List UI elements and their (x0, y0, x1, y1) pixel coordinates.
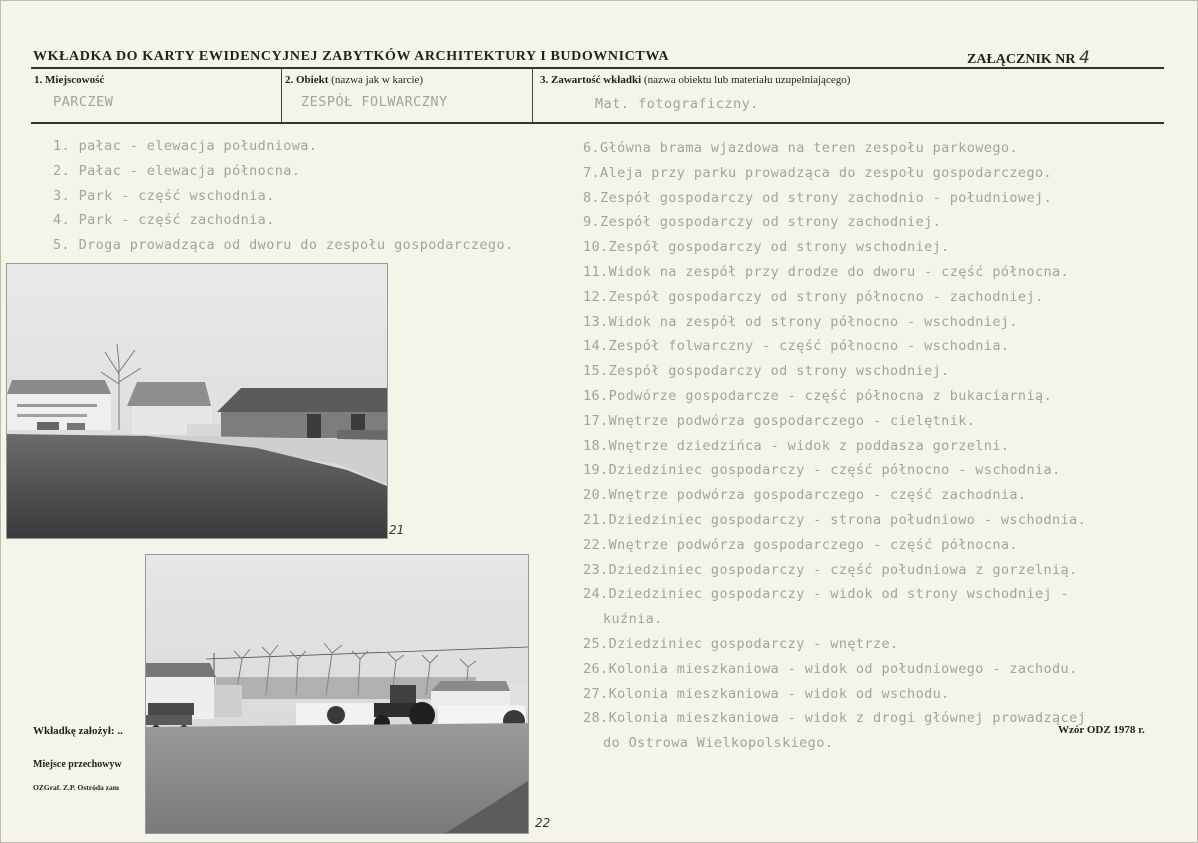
template-version: Wzór ODZ 1978 r. (1058, 724, 1145, 736)
header-rule-top (31, 67, 1164, 69)
list-item: 17.Wnętrze podwórza gospodarczego - cielętnik. (583, 412, 976, 429)
list-item: 22.Wnętrze podwórza gospodarczego - część północna. (583, 536, 1018, 553)
photo-22-image (146, 555, 528, 833)
card-title: WKŁADKA DO KARTY EWIDENCYJNEJ ZABYTKÓW ARCHITEKTURY I BUDOWNICTWA (33, 49, 670, 64)
list-item: 23.Dziedziniec gospodarczy - część południowa z gorzelnią. (583, 561, 1078, 578)
location-value: PARCZEW (53, 94, 114, 110)
list-item: 26.Kolonia mieszkaniowa - widok od południowego - zachodu. (583, 660, 1078, 677)
list-item: 7.Aleja przy parku prowadząca do zespołu gospodarczego. (583, 164, 1053, 181)
list-item: 16.Podwórze gospodarcze - część północna z bukaciarnią. (583, 387, 1053, 404)
list-item: 8.Zespół gospodarczy od strony zachodnio - południowej. (583, 189, 1053, 206)
header-rule-bottom (31, 122, 1164, 124)
photo-21-image (7, 264, 387, 538)
list-item: kuźnia. (603, 611, 663, 628)
field-divider-1 (281, 68, 282, 122)
photo-list-right (583, 136, 1086, 756)
attachment-label (967, 48, 1090, 68)
list-item: 5. Droga prowadząca od dworu do zespołu gospodarczego. (53, 237, 514, 254)
photo-farmyard-tractor (145, 554, 529, 834)
list-item: 3. Park - część wschodnia. (53, 187, 275, 204)
list-item: do Ostrowa Wielkopolskiego. (603, 735, 834, 752)
list-item: 9.Zespół gospodarczy od strony zachodniej. (583, 214, 942, 231)
attachment-label-text: ZAŁĄCZNIK NR (967, 52, 1076, 67)
storage-label: Miejsce przechowyw (33, 759, 122, 770)
list-item: 21.Dziedziniec gospodarczy - strona południowo - wschodnia. (583, 511, 1087, 528)
list-item: 14.Zespół folwarczny - część północno - wschodnia. (583, 338, 1010, 355)
list-item: 12.Zespół gospodarczy od strony północno - zachodniej. (583, 288, 1044, 305)
object-value: ZESPÓŁ FOLWARCZNY (301, 94, 448, 110)
list-item: 28.Kolonia mieszkaniowa - widok z drogi głównej prowadzącej (583, 710, 1087, 727)
list-item: 13.Widok na zespół od strony północno - wschodniej. (583, 313, 1018, 330)
list-item: 10.Zespół gospodarczy od strony wschodniej. (583, 239, 950, 256)
field-divider-2 (532, 68, 533, 122)
list-item: 11.Widok na zespół przy drodze do dworu - część północna. (583, 263, 1070, 280)
list-item: 6.Główna brama wjazdowa na teren zespołu parkowego. (583, 140, 1018, 156)
photo-22-number: 22 (535, 816, 551, 830)
list-item: 27.Kolonia mieszkaniowa - widok od wschodu. (583, 685, 950, 702)
list-item: 19.Dziedziniec gospodarczy - część północno - wschodnia. (583, 462, 1061, 479)
list-item: 25.Dziedziniec gospodarczy - wnętrze. (583, 635, 899, 652)
object-label: 2. Obiekt (nazwa jak w karcie) (285, 74, 424, 86)
content-value: Mat. fotograficzny. (595, 96, 759, 112)
list-item: 15.Zespół gospodarczy od strony wschodniej. (583, 363, 950, 380)
photo-21-number: 21 (389, 523, 405, 537)
list-item: 4. Park - część zachodnia. (53, 212, 275, 229)
location-label: 1. Miejscowość (34, 74, 105, 86)
photo-farm-buildings (6, 263, 388, 539)
photo-list-left (53, 134, 514, 258)
attachment-number: 4 (1079, 48, 1090, 68)
list-item: 2. Pałac - elewacja północna. (53, 162, 301, 179)
list-item: 1. pałac - elewacja południowa. (53, 138, 318, 154)
list-item: 24.Dziedziniec gospodarczy - widok od strony wschodniej - (583, 586, 1070, 603)
list-item: 18.Wnętrze dziedzińca - widok z poddasza gorzelni. (583, 437, 1010, 454)
content-label: 3. Zawartość wkładki (nazwa obiektu lub materiału uzupełniającego) (540, 74, 851, 86)
printer-imprint: OZGraf. Z.P. Ostróda zam (33, 783, 119, 792)
list-item: 20.Wnętrze podwórza gospodarczego - część zachodnia. (583, 487, 1027, 504)
prepared-by-label: Wkładkę założył: .. (33, 725, 123, 737)
